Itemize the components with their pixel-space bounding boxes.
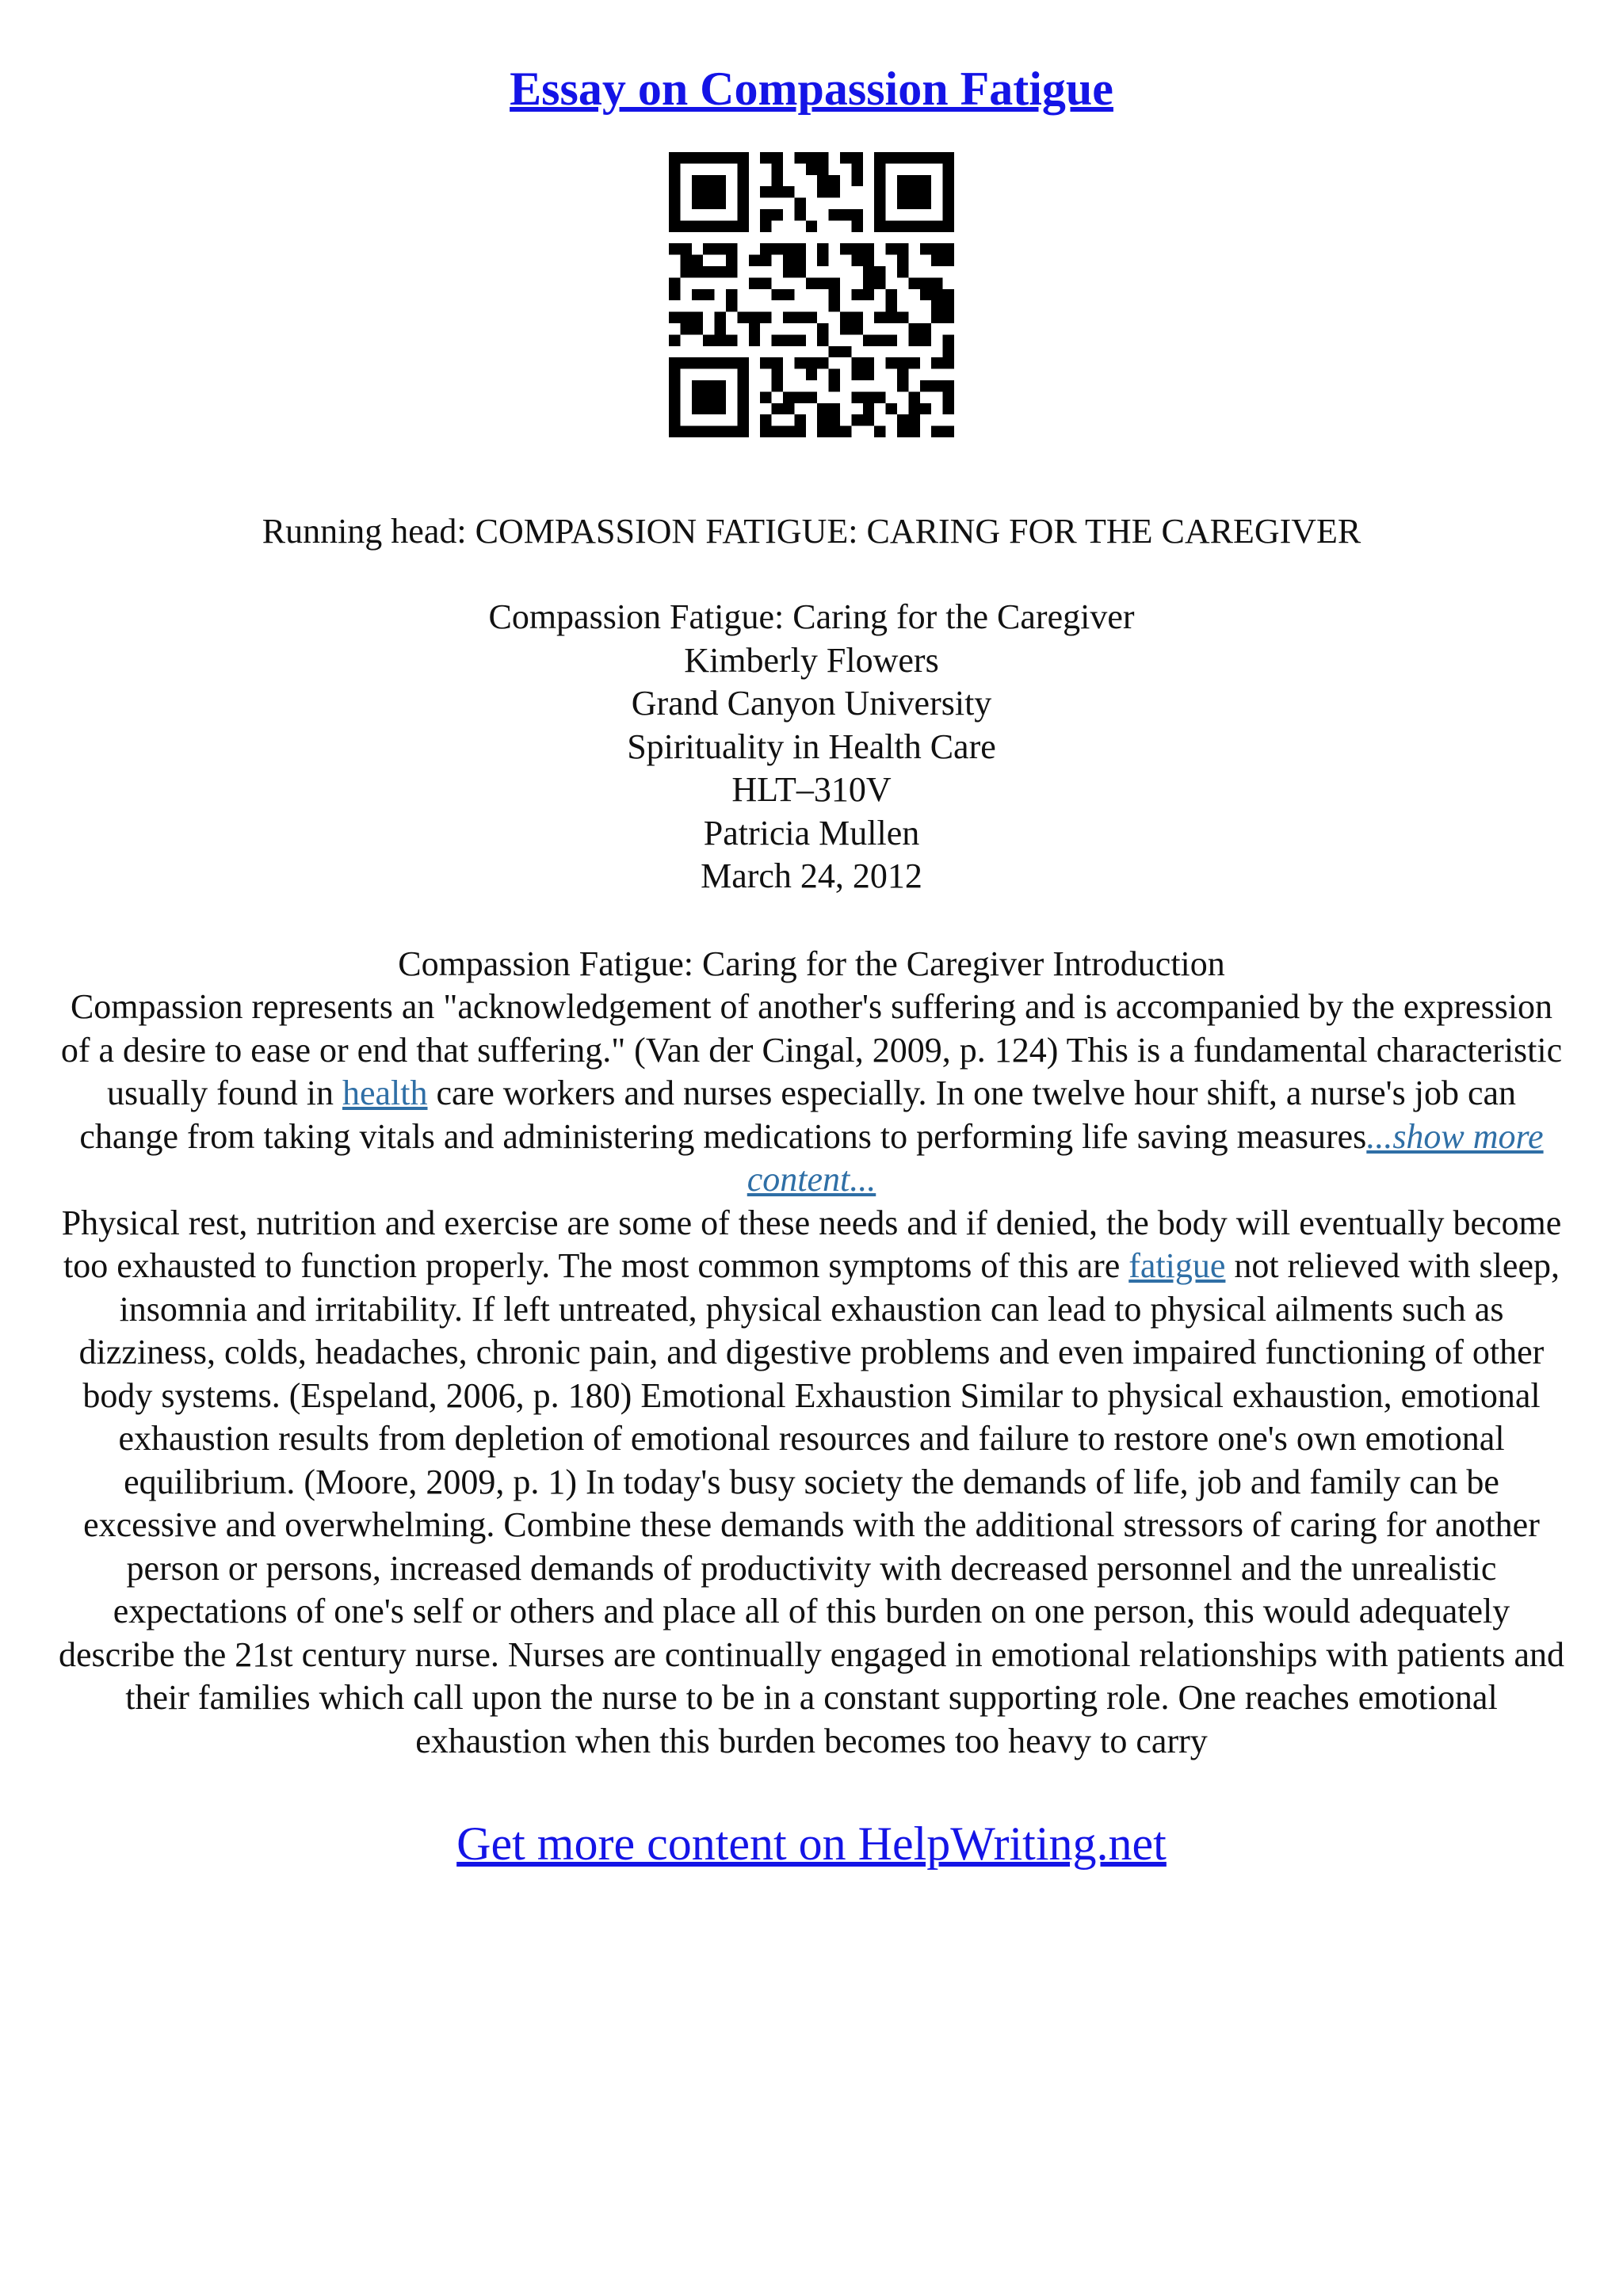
qr-code-svg <box>669 152 954 437</box>
qr-code-icon <box>669 152 954 437</box>
fatigue-link[interactable]: fatigue <box>1128 1246 1226 1285</box>
author-name: Kimberly Flowers <box>684 640 939 680</box>
paragraph-1-text-a: Compassion represents an "acknowledgement of another's suffering and is accompanied by the expression of a desire to ease or end that suffering." (Van der Cingal, 2009, p. 124) This is a fundamental characteristic usually found in <box>60 987 1563 1112</box>
course-name: Spirituality in Health Care <box>627 727 996 766</box>
cover-page-block <box>55 596 1568 898</box>
instructor-name: Patricia Mullen <box>703 813 920 852</box>
paragraph-2-text-b: not relieved with sleep, insomnia and irritability. If left untreated, physical exhaustion can lead to physical ailments such as dizziness, colds, headaches, chronic pain, and digestive problems and even impaired functioning of other body systems. (Espeland, 2006, p. 180) Emotional Exhaustion Similar to physical exhaustion, emotional exhaustion results from depletion of emotional resources and failure to restore one's own emotional equilibrium. (Moore, 2009, p. 1) In today's busy society the demands of life, job and family can be excessive and overwhelming. Combine these demands with the additional stressors of caring for another person or persons, increased demands of productivity with decreased personnel and the unrealistic expectations of one's self or others and place all of this burden on one person, this would adequately describe the 21st century nurse. Nurses are continually engaged in emotional relationships with patients and their families which call upon the nurse to be in a constant supporting role. One reaches emotional exhaustion when this burden becomes too heavy to carry <box>58 1246 1565 1760</box>
running-head: Running head: COMPASSION FATIGUE: CARING FOR THE CAREGIVER <box>262 512 1361 551</box>
paper-date: March 24, 2012 <box>701 856 922 895</box>
course-code: HLT–310V <box>731 770 892 809</box>
intro-paragraph-1 <box>55 986 1568 1202</box>
paragraph-1-text-b: care workers and nurses especially. In one twelve hour shift, a nurse's job can change from taking vitals and administering medications to performing life saving measures <box>79 1074 1516 1156</box>
intro-heading: Compassion Fatigue: Caring for the Caregiver Introduction <box>398 944 1225 983</box>
paragraph-2-text-a: Physical rest, nutrition and exercise are some of these needs and if denied, the body will eventually become too exhausted to function properly. The most common symptoms of this are <box>61 1203 1562 1285</box>
helpwriting-footer-link[interactable]: Get more content on HelpWriting.net <box>456 1817 1167 1870</box>
health-link[interactable]: health <box>342 1074 428 1112</box>
intro-paragraph-2 <box>55 1202 1568 1764</box>
paper-title: Compassion Fatigue: Caring for the Caregiver <box>488 597 1135 636</box>
institution-name: Grand Canyon University <box>631 684 992 723</box>
essay-title-link[interactable]: Essay on Compassion Fatigue <box>510 63 1113 115</box>
show-more-link[interactable]: ...show more content... <box>747 1116 1544 1199</box>
